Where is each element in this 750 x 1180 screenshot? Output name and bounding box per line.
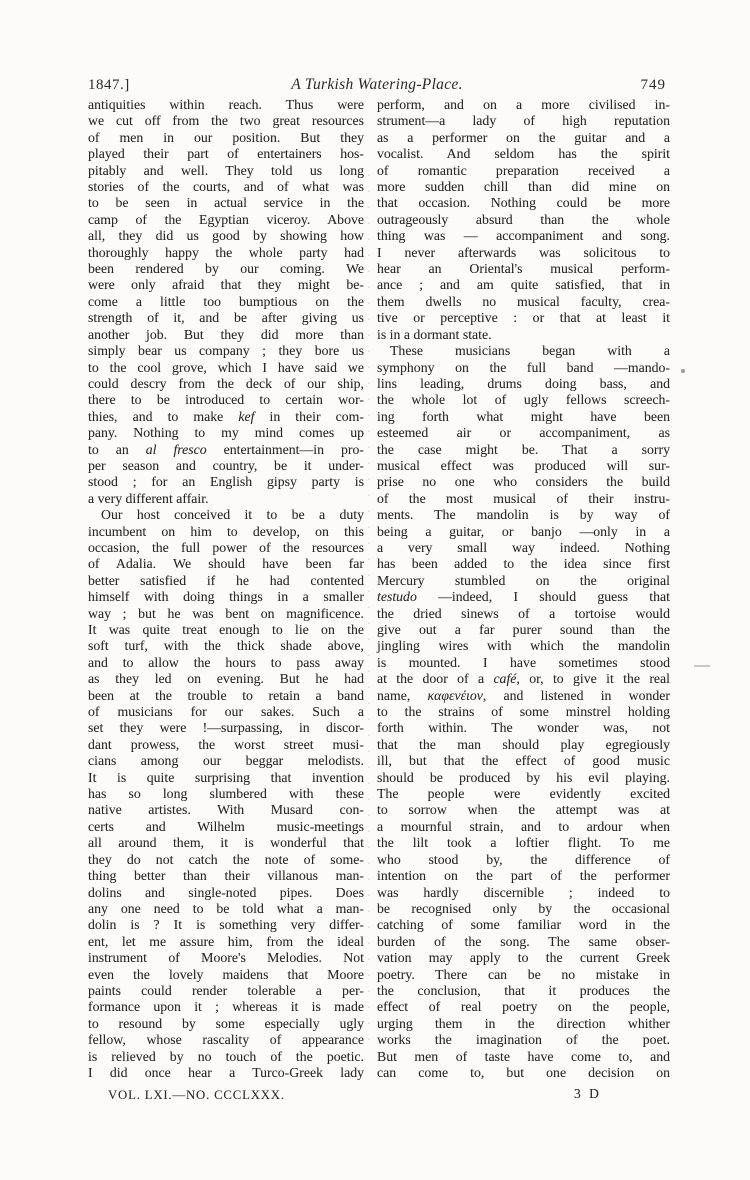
text-line: jingling wires with which the mandolin <box>377 638 670 654</box>
text-line: testudo —indeed, I should guess that <box>377 589 670 605</box>
text-line: Our host conceived it to be a duty <box>101 507 364 523</box>
text-line: outrageously absurd than the whole <box>377 211 670 227</box>
text-line: fellow, whose rascality of appearance <box>88 1032 364 1048</box>
column-right <box>377 97 670 1081</box>
text-line: has so long slumbered with these <box>88 786 364 802</box>
text-line: formance upon it ; whereas it is made <box>88 999 364 1015</box>
text-line: instrument of Moore's Melodies. Not <box>88 950 364 966</box>
header-year: 1847.] <box>88 77 130 93</box>
text-line: is in a dormant state. <box>377 326 492 342</box>
header-article-title: A Turkish Watering-Place. <box>291 76 463 93</box>
text-line: another job. But they did more than <box>88 326 364 342</box>
text-line: vation may apply to the current Greek <box>377 950 670 966</box>
text-line: thoroughly happy the whole party had <box>88 244 364 260</box>
scan-gutter-shadow <box>368 160 370 1050</box>
text-line: of men in our position. But they <box>88 129 364 145</box>
text-line: pany. Nothing to my mind comes up <box>88 425 364 441</box>
text-line: The people were evidently excited <box>377 786 670 802</box>
text-line: These musicians began with a <box>390 343 670 359</box>
page-header <box>88 76 666 94</box>
text-line: thies, and to make kef in their com- <box>88 408 364 424</box>
text-line: pitably and well. They told us long <box>88 162 364 178</box>
scan-speck <box>681 369 685 373</box>
text-line: antiquities within reach. Thus were <box>88 97 364 112</box>
text-line: But men of taste have come to, and <box>377 1048 670 1064</box>
text-line: at the door of a café, or, to give it the real <box>377 671 670 687</box>
text-line: that the man should play egregiously <box>377 736 670 752</box>
text-line: Mercury stumbled on the original <box>377 572 670 588</box>
text-line: stories of the courts, and of what was <box>88 179 364 195</box>
header-page-number: 749 <box>640 77 666 93</box>
text-line: ill, but that the effect of good music <box>377 753 670 769</box>
text-line: is mounted. I have sometimes stood <box>377 654 670 670</box>
text-line: poetry. There can be no mistake in <box>377 966 670 982</box>
text-line: them dwells no musical faculty, crea- <box>377 293 670 309</box>
footer-volume-line: VOL. LXI.—NO. CCCLXXX. <box>108 1088 285 1102</box>
text-line: name, καφενέιον, and listened in wonder <box>377 687 670 703</box>
text-line: urging them in the direction whither <box>377 1015 670 1031</box>
text-line: to the strains of some minstrel holding <box>377 704 670 720</box>
text-line: been rendered by our coming. We <box>88 261 364 277</box>
text-line: certs and Wilhelm music-meetings <box>88 818 364 834</box>
scan-speck <box>694 665 710 667</box>
text-line: incumbent on him to develop, on this <box>88 523 364 539</box>
text-line: intention on the part of the performer <box>377 868 670 884</box>
text-line: the dried sinews of a tortoise would <box>377 605 670 621</box>
text-line: forth within. The wonder was, not <box>377 720 670 736</box>
text-line: more sudden chill than did mine on <box>377 179 670 195</box>
text-line: thing better than their villanous man- <box>88 868 364 884</box>
text-line: is relieved by no touch of the poetic. <box>88 1048 364 1064</box>
text-line: as a performer on the guitar and a <box>377 129 670 145</box>
text-line: strument—a lady of high reputation <box>377 113 670 129</box>
column-left <box>88 97 364 1081</box>
text-line: way ; but he was bent on magnificence. <box>88 605 364 621</box>
text-line: to an al fresco entertainment—in pro- <box>88 441 365 457</box>
text-line: set they were !—surpassing, in discor- <box>88 720 364 736</box>
text-line: It is quite surprising that invention <box>88 769 364 785</box>
text-line: a very different affair. <box>88 490 209 506</box>
text-line: has been added to the idea since first <box>377 556 670 572</box>
text-line: camp of the Egyptian viceroy. Above <box>88 211 364 227</box>
text-line: all, they did us good by showing how <box>88 228 364 244</box>
text-columns <box>88 97 670 1081</box>
text-line: been at the trouble to retain a band <box>88 687 364 703</box>
text-line: works the imagination of the poet. <box>377 1032 670 1048</box>
text-line: occasion, the full power of the resources <box>88 539 364 555</box>
text-line: of musicians for our sakes. Such a <box>88 704 364 720</box>
text-line: to the cool grove, which I have said we <box>88 359 364 375</box>
text-line: the lilt took a loftier flight. To me <box>377 835 670 851</box>
text-line: a mournful strain, and to ardour when <box>377 818 670 834</box>
text-line: were only afraid that they might be- <box>88 277 364 293</box>
text-line: that occasion. Nothing could be more <box>377 195 670 211</box>
text-line: better satisfied if he had contented <box>88 572 364 588</box>
text-line: symphony on the full band —mando- <box>377 359 670 375</box>
text-line: strength of it, and be after giving us <box>88 310 364 326</box>
text-line: It was quite treat enough to lie on the <box>88 622 364 637</box>
text-line: was hardly discernible ; indeed to <box>377 884 670 900</box>
text-line: who stood by, the difference of <box>377 851 670 867</box>
text-line: catching of some familiar word in the <box>377 917 670 933</box>
text-line: could descry from the deck of our ship, <box>88 375 364 391</box>
text-line: esteemed air or accompaniment, as <box>377 425 670 441</box>
text-line: thing was — accompaniment and song. <box>377 228 670 244</box>
text-line: they do not catch the note of some- <box>88 851 364 867</box>
text-line: perform, and on a more civilised in- <box>377 97 670 112</box>
text-line: any one need to be told what a man- <box>88 900 364 916</box>
text-line: and to allow the hours to pass away <box>88 654 364 670</box>
text-line: ing forth what might have been <box>377 408 670 424</box>
text-line: hear an Oriental's musical perform- <box>377 261 670 277</box>
text-line: come a little too bumptious on the <box>88 293 364 309</box>
text-line: played their part of entertainers hos- <box>88 146 364 162</box>
text-line: ent, let me assure him, from the ideal <box>88 933 364 949</box>
text-line: there to be introduced to certain wor- <box>88 392 364 408</box>
text-line: dolin is ? It is something very differ- <box>88 917 364 933</box>
text-line: lins leading, drums doing bass, and <box>377 375 670 391</box>
text-line: even the lovely maidens that Moore <box>88 966 364 982</box>
text-line: simply bear us company ; they bore us <box>88 343 364 359</box>
text-line: of the most musical of their instru- <box>377 490 670 506</box>
text-line: ments. The mandolin is by way of <box>377 507 670 523</box>
text-line: to be seen in actual service in the <box>88 195 364 211</box>
text-line: we cut off from the two great resources <box>88 113 364 129</box>
text-line: vocalist. And seldom has the spirit <box>377 146 670 162</box>
text-line: prise no one who considers the build <box>377 474 670 490</box>
text-line: dant prowess, the worst street musi- <box>88 736 364 752</box>
text-line: I never afterwards was solicitous to <box>377 244 670 260</box>
text-line: dolins and single-noted pipes. Does <box>88 884 364 900</box>
text-line: of Adalia. We should have been far <box>88 556 364 572</box>
text-line: per season and country, be it under- <box>88 457 364 473</box>
text-line: the whole lot of ugly fellows screech- <box>377 392 670 408</box>
text-line: the case might be. That a sorry <box>377 441 670 457</box>
text-line: effect of real poetry on the people, <box>377 999 670 1015</box>
text-line: I did once hear a Turco-Greek lady <box>88 1064 364 1080</box>
text-line: be recognised only by the occasional <box>377 900 670 916</box>
text-line: of romantic preparation received a <box>377 162 670 178</box>
text-line: soft turf, with the thick shade above, <box>88 638 364 654</box>
text-line: burden of the song. The same obser- <box>377 933 670 949</box>
text-line: as they led on evening. But he had <box>88 671 364 687</box>
text-line: cians among our beggar melodists. <box>88 753 364 769</box>
text-line: a very small way indeed. Nothing <box>377 539 670 555</box>
text-line: to resound by some especially ugly <box>88 1015 364 1031</box>
text-line: the conclusion, that it produces the <box>377 982 670 998</box>
text-line: stood ; for an English gipsy party is <box>88 474 364 490</box>
text-line: paints could render tolerable a per- <box>88 982 364 998</box>
text-line: native artistes. With Musard con- <box>88 802 364 818</box>
text-line: being a guitar, or banjo —only in a <box>377 523 670 539</box>
text-line: all around them, it is wonderful that <box>88 835 364 851</box>
text-line: tive or perceptive : or that at least it <box>377 310 670 326</box>
text-line: to sorrow when the attempt was at <box>377 802 670 818</box>
text-line: musical effect was produced will sur- <box>377 457 670 473</box>
text-line: can come to, but one decision on <box>377 1064 670 1080</box>
text-line: should be produced by his evil playing. <box>377 769 670 785</box>
text-line: himself with doing things in a smaller <box>88 589 364 605</box>
text-line: give out a far purer sound than the <box>377 622 670 637</box>
text-line: ance ; and am quite satisfied, that in <box>377 277 670 293</box>
footer-signature-mark: 3 D <box>574 1086 602 1101</box>
